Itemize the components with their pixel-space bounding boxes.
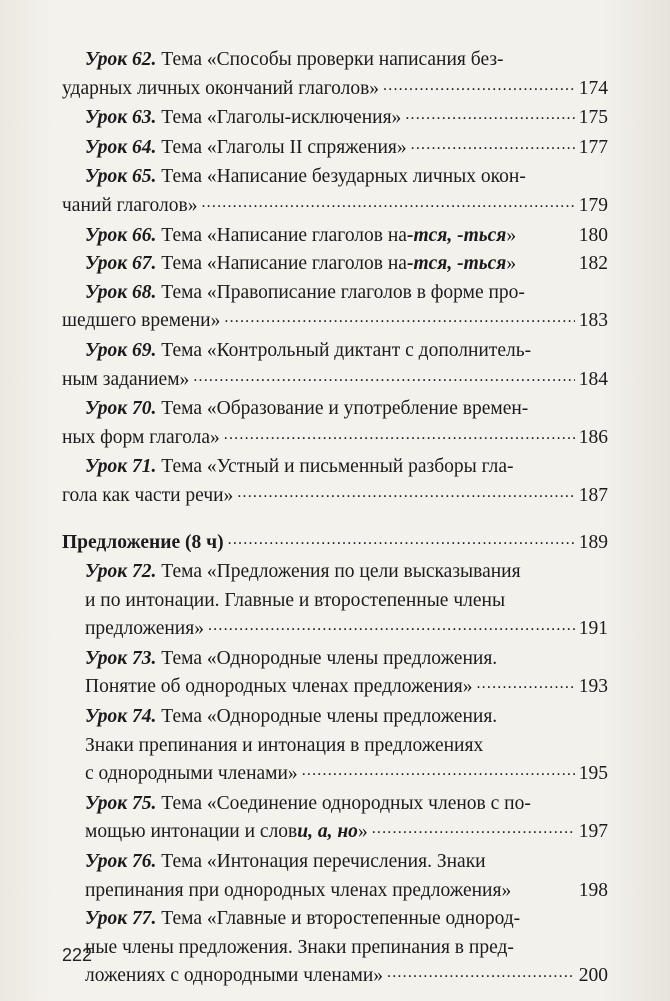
dot-leader xyxy=(237,478,574,508)
toc-entry xyxy=(62,250,608,279)
page-number: 175 xyxy=(578,107,608,129)
entry-text: Тема «Устный и письменный разборы гла- xyxy=(161,456,514,478)
entry-text: с однородными членами» xyxy=(85,763,298,785)
entry-text: Тема «Глаголы-исключения» xyxy=(161,107,402,129)
entry-text: чаний глаголов» xyxy=(62,194,198,216)
entry-text: Тема «Предложения по цели высказывания xyxy=(161,561,521,583)
entry-text: Тема «Способы проверки написания без- xyxy=(161,49,504,70)
entry-text: Понятие об однородных членах предложения» xyxy=(85,676,473,698)
toc-entry xyxy=(62,222,608,251)
dot-leader xyxy=(476,669,574,699)
entry-text: Тема «Написание глаголов на xyxy=(161,253,407,275)
lesson-number: Урок 68. xyxy=(85,281,157,303)
lesson-number: Урок 62. xyxy=(85,49,157,70)
lesson-number: Урок 66. xyxy=(85,224,157,246)
lesson-number: Урок 69. xyxy=(85,339,157,361)
page-number: 187 xyxy=(578,484,608,506)
page-number: 191 xyxy=(578,618,608,640)
page-number: 186 xyxy=(578,426,608,448)
lesson-number: Урок 65. xyxy=(85,166,157,188)
dot-leader xyxy=(383,71,575,101)
entry-text: и по интонации. Главные и второстепенные члены xyxy=(85,589,506,611)
entry-text: Тема «Написание глаголов на xyxy=(161,224,407,246)
section-heading xyxy=(62,529,608,559)
page-number: 195 xyxy=(578,763,608,785)
dot-leader xyxy=(224,420,575,450)
entry-text: Тема «Глаголы II спряжения» xyxy=(161,136,407,158)
page-folio: 222 xyxy=(62,945,93,965)
dot-leader xyxy=(193,362,574,392)
lesson-number: Урок 76. xyxy=(85,851,157,873)
toc-entry xyxy=(62,645,608,703)
toc-entry xyxy=(62,453,608,511)
entry-text: ным заданием» xyxy=(62,368,190,390)
page-number: 193 xyxy=(578,676,608,698)
page-number: 180 xyxy=(578,224,608,246)
toc-entry xyxy=(62,337,608,395)
toc-entry xyxy=(62,703,608,790)
lesson-number: Урок 64. xyxy=(85,136,157,158)
dot-leader xyxy=(224,303,574,333)
page-number: 183 xyxy=(578,310,608,332)
entry-text: Тема «Образование и употребление времен- xyxy=(161,398,529,420)
toc-entry xyxy=(62,558,608,645)
dot-leader xyxy=(372,814,575,844)
entry-text: шедшего времени» xyxy=(62,310,221,332)
entry-text: Тема «Контрольный диктант с дополнитель- xyxy=(161,339,532,361)
lesson-number: Урок 74. xyxy=(85,706,157,728)
entry-text: Знаки препинания и интонация в предложениях xyxy=(85,734,484,756)
page-number: 200 xyxy=(578,965,608,987)
page-number: 177 xyxy=(578,136,608,158)
lesson-number: Урок 75. xyxy=(85,792,157,814)
entry-text: Тема «Интонация перечисления. Знаки xyxy=(161,851,486,873)
toc-entry xyxy=(62,905,608,992)
dot-leader xyxy=(228,525,575,555)
page-number: 179 xyxy=(578,194,608,216)
entry-text: Тема «Однородные члены предложения. xyxy=(161,706,498,728)
entry-text: ударных личных окончаний глаголов» xyxy=(62,77,380,99)
page-number: 198 xyxy=(578,879,608,901)
section-title: Предложение (8 ч) xyxy=(62,531,224,553)
lesson-number: Урок 67. xyxy=(85,253,157,275)
entry-text: мощью интонации и слов xyxy=(85,821,298,843)
dot-leader xyxy=(405,100,574,130)
entry-text: препинания при однородных членах предложения» xyxy=(85,879,512,901)
lesson-number: Урок 70. xyxy=(85,398,157,420)
entry-text: » xyxy=(506,253,517,275)
dot-leader xyxy=(302,756,575,786)
entry-text: предложения» xyxy=(85,618,204,640)
page-number: 174 xyxy=(578,77,608,99)
dot-leader xyxy=(201,188,574,218)
lesson-number: Урок 63. xyxy=(85,107,157,129)
lesson-number: Урок 72. xyxy=(85,561,157,583)
toc-entry xyxy=(62,134,608,164)
page-number: 184 xyxy=(578,368,608,390)
lesson-number: Урок 77. xyxy=(85,908,157,930)
entry-text: Тема «Правописание глаголов в форме про- xyxy=(161,281,525,303)
lesson-number: Урок 73. xyxy=(85,647,157,669)
dot-leader xyxy=(387,958,575,988)
entry-text: ные члены предложения. Знаки препинания в пред- xyxy=(85,936,514,958)
toc-entry xyxy=(62,790,608,848)
toc-entry xyxy=(62,46,608,104)
entry-text: Тема «Написание безударных личных окон- xyxy=(161,166,526,188)
toc-entry xyxy=(62,279,608,337)
entry-text: Тема «Однородные члены предложения. xyxy=(161,647,498,669)
entry-text: » xyxy=(357,821,368,843)
toc-entry xyxy=(62,163,608,221)
entry-text: » xyxy=(506,224,517,246)
page-number: 189 xyxy=(578,531,608,553)
entry-text: ных форм глагола» xyxy=(62,426,220,448)
entry-text: ложениях с однородными членами» xyxy=(85,965,384,987)
page-number: 197 xyxy=(578,821,608,843)
entry-text: Тема «Соединение однородных членов с по- xyxy=(161,792,531,814)
suffix-text: -тся, -ться xyxy=(406,253,507,275)
dot-leader xyxy=(208,611,575,641)
toc-entry xyxy=(62,848,608,905)
page-number: 182 xyxy=(578,253,608,275)
toc-entry xyxy=(62,395,608,453)
conjunctions-text: и, а, но xyxy=(297,821,358,843)
table-of-contents xyxy=(62,46,608,992)
entry-text: Тема «Главные и второстепенные однород- xyxy=(161,908,521,930)
dot-leader xyxy=(411,130,575,160)
entry-text: гола как части речи» xyxy=(62,484,234,506)
lesson-number: Урок 71. xyxy=(85,456,157,478)
suffix-text: -тся, -ться xyxy=(406,224,507,246)
